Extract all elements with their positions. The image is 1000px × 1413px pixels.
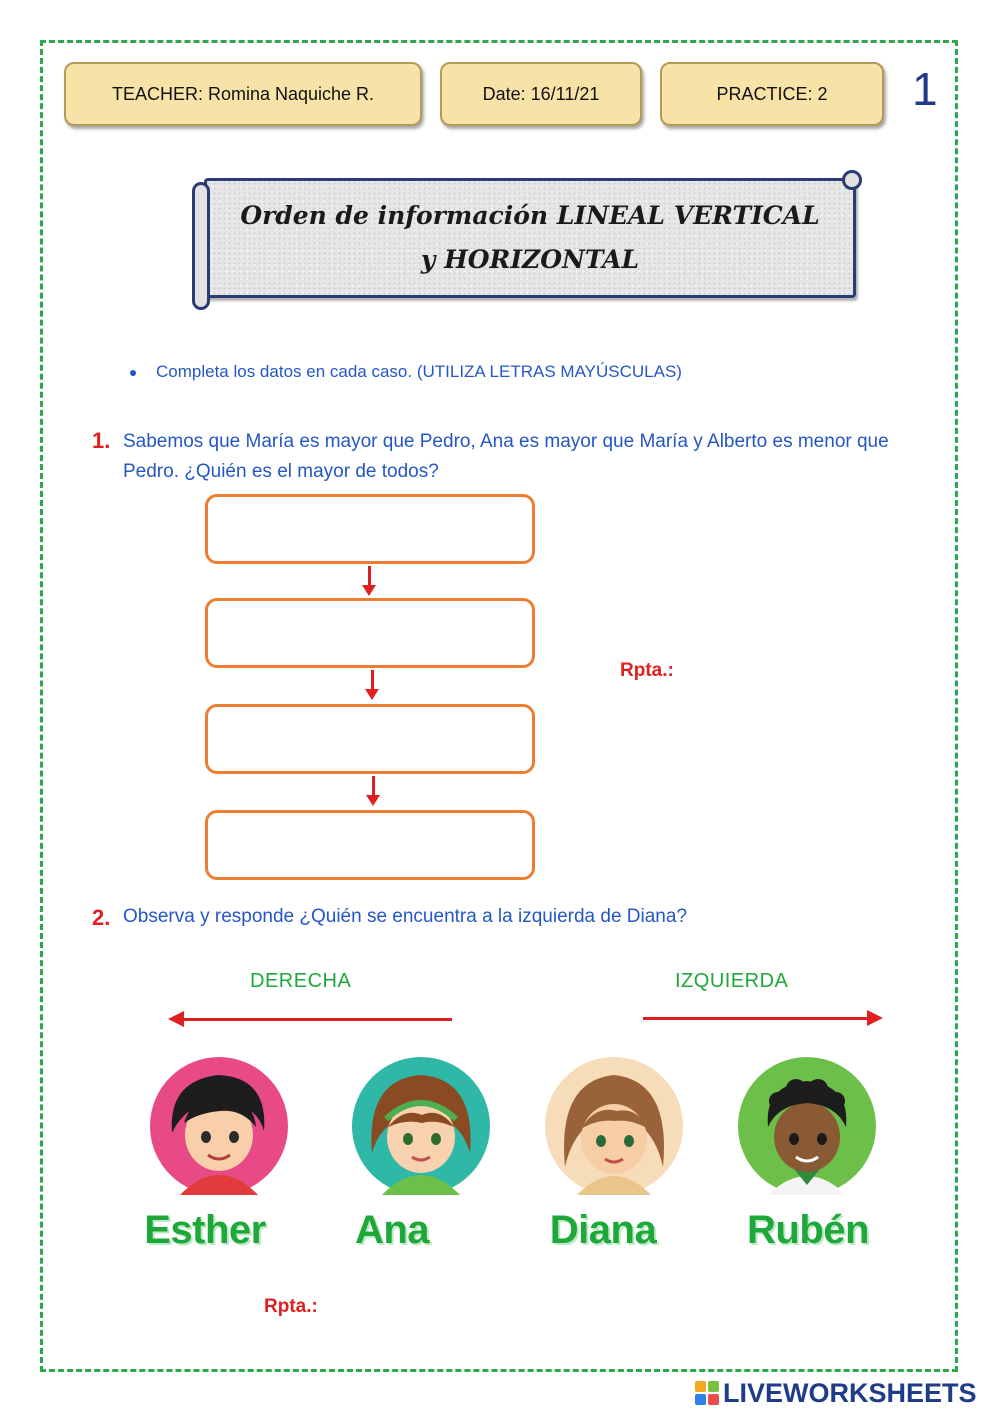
answer-box-3[interactable] [205, 704, 535, 774]
right-arrowhead-icon [867, 1010, 883, 1026]
date-box [440, 62, 642, 126]
boy-face-icon [738, 1057, 876, 1195]
liveworksheets-logo [695, 1378, 977, 1408]
date-label: Date: 16/11/21 [482, 83, 600, 104]
title-line-2-italic: y [420, 245, 436, 274]
title-line-1-caps: LINEAL VERTICAL [556, 201, 820, 230]
avatar-ana [352, 1057, 490, 1195]
page-number: 1 [912, 63, 938, 115]
label-izquierda: IZQUIERDA [675, 970, 789, 992]
down-arrow-icon [368, 566, 371, 586]
down-arrow-icon [372, 776, 375, 796]
logo-text: LIVEWORKSHEETS [723, 1377, 977, 1408]
title-line-1-italic: Orden de información [240, 201, 549, 230]
question-1-answer-label: Rpta.: [620, 660, 674, 681]
name-ana: Ana [354, 1208, 430, 1252]
logo-grid-icon [695, 1381, 719, 1405]
bullet-icon [130, 370, 136, 376]
instruction [130, 362, 682, 382]
left-arrow-line [182, 1018, 452, 1021]
girl-face-icon [545, 1057, 683, 1195]
avatar-ruben [738, 1057, 876, 1195]
instruction-text: Completa los datos en cada caso. (UTILIZA LETRAS MAYÚSCULAS) [156, 362, 682, 381]
question-1-number: 1. [92, 428, 111, 453]
title-line-2 [421, 238, 639, 282]
name-diana: Diana [549, 1208, 657, 1252]
title-scroll-body [204, 178, 856, 298]
girl-face-icon [150, 1057, 288, 1195]
practice-label: PRACTICE: 2 [716, 83, 828, 104]
question-2-answer-label: Rpta.: [264, 1296, 318, 1317]
question-2-number: 2. [92, 905, 111, 930]
question-2-text: Observa y responde ¿Quién se encuentra a la izquierda de Diana? [123, 906, 688, 927]
right-arrow-line [643, 1017, 869, 1020]
name-ruben: Rubén [747, 1208, 869, 1252]
title-line-1 [240, 194, 819, 238]
practice-box [660, 62, 884, 126]
name-esther: Esther [144, 1208, 266, 1252]
title-line-2-caps: HORIZONTAL [444, 245, 640, 274]
scroll-right-curl [842, 170, 862, 190]
answer-box-4[interactable] [205, 810, 535, 880]
girl-face-icon [352, 1057, 490, 1195]
teacher-box [64, 62, 422, 126]
question-1-text: Sabemos que María es mayor que Pedro, Ana es mayor que María y Alberto es menor que Pedro. ¿Quién es el mayor de todos? [123, 431, 889, 482]
answer-box-2[interactable] [205, 598, 535, 668]
avatar-esther [150, 1057, 288, 1195]
title-scroll [190, 170, 866, 308]
label-derecha: DERECHA [250, 970, 352, 992]
teacher-label: TEACHER: Romina Naquiche R. [111, 83, 375, 104]
scroll-left-roll [192, 182, 210, 310]
avatar-diana [545, 1057, 683, 1195]
answer-box-1[interactable] [205, 494, 535, 564]
down-arrow-icon [371, 670, 374, 690]
